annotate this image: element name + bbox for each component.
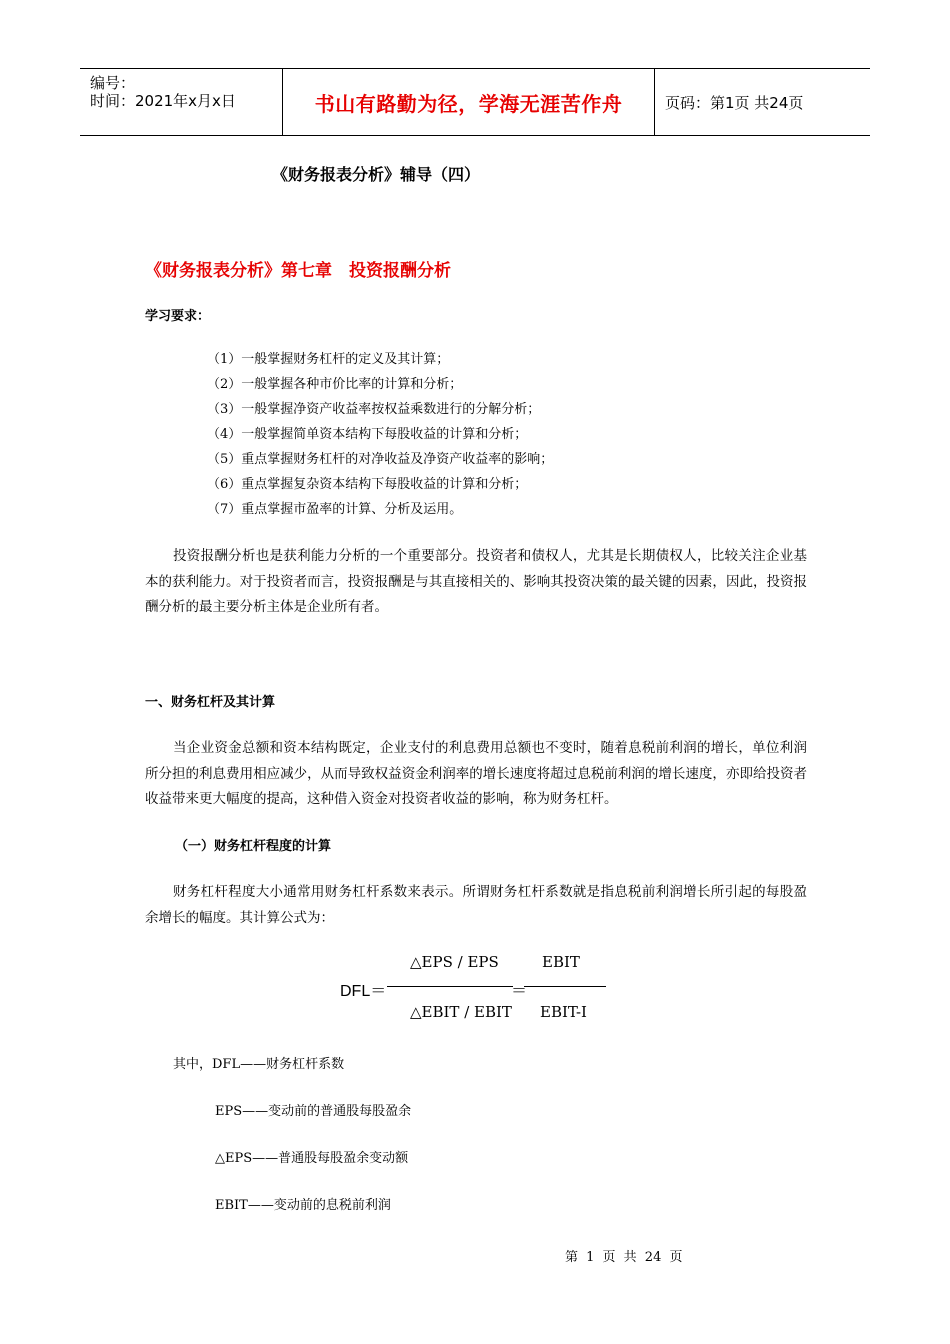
formula-denominator-2: EBIT-I: [540, 1003, 587, 1021]
dfl-formula: [330, 945, 630, 1030]
formula-lhs: DFL＝: [340, 983, 387, 1000]
list-item: （1）一般掌握财务杠杆的定义及其计算；: [207, 352, 450, 367]
chapter-heading: 《财务报表分析》第七章 投资报酬分析: [145, 261, 451, 281]
list-item: （4）一般掌握简单资本结构下每股收益的计算和分析；: [207, 427, 528, 442]
definition-item: △EPS——普通股每股盈余变动额: [215, 1151, 409, 1166]
fraction-bar: [524, 986, 606, 987]
list-item: （5）重点掌握财务杠杆的对净收益及净资产收益率的影响；: [207, 452, 554, 467]
section-heading: 一、财务杠杆及其计算: [145, 695, 276, 710]
formula-denominator-1: △EBIT / EBIT: [410, 1003, 512, 1021]
subsection-heading: （一）财务杠杆程度的计算: [175, 839, 332, 854]
list-item: （2）一般掌握各种市价比率的计算和分析；: [207, 377, 463, 392]
definition-item: EPS——变动前的普通股每股盈余: [215, 1104, 412, 1119]
subsection-paragraph: 财务杠杆程度大小通常用财务杠杆系数来表示。所谓财务杠杆系数就是指息税前利润增长所引起的每股盈余增长的幅度。其计算公式为：: [145, 884, 807, 926]
requirements-heading: 学习要求：: [145, 309, 211, 324]
formula-numerator-2: EBIT: [542, 953, 580, 971]
document-title: 《财务报表分析》辅导（四）: [272, 165, 481, 184]
formula-equals: ＝: [511, 981, 528, 1000]
list-item: （3）一般掌握净资产收益率按权益乘数进行的分解分析；: [207, 402, 541, 417]
requirements-list: [207, 350, 553, 525]
number-label: 编号：: [90, 74, 136, 92]
page-footer: 第 1 页 共 24 页: [565, 1250, 683, 1265]
time-label: 时间：2021年x月x日: [90, 92, 236, 110]
definition-item: EBIT——变动前的息税前利润: [215, 1198, 391, 1213]
header-info-cell: [80, 69, 282, 135]
fraction-bar: [387, 986, 513, 987]
header-motto-cell: [282, 69, 655, 135]
header-page-cell: [655, 69, 870, 135]
intro-paragraph: 投资报酬分析也是获利能力分析的一个重要部分。投资者和债权人，尤其是长期债权人，比较关注企业基本的获利能力。对于投资者而言，投资报酬是与其直接相关的、影响其投资决策的最关键的因素，因此，投资报酬分析的最主要分析主体是企业所有者。: [145, 548, 807, 615]
formula-numerator-1: △EPS / EPS: [410, 953, 499, 971]
motto: 书山有路勤为径，学海无涯苦作舟: [314, 91, 623, 116]
list-item: （6）重点掌握复杂资本结构下每股收益的计算和分析；: [207, 477, 528, 492]
list-item: （7）重点掌握市盈率的计算、分析及运用。: [207, 502, 463, 517]
where-line: 其中，DFL——财务杠杆系数: [173, 1057, 345, 1072]
page-header: [80, 68, 870, 136]
section-paragraph: 当企业资金总额和资本结构既定，企业支付的利息费用总额也不变时，随着息税前利润的增长，单位利润所分担的利息费用相应减少，从而导致权益资金利润率的增长速度将超过息税前利润的增长速度，亦即给投资者收益带来更大幅度的提高，这种借入资金对投资者收益的影响，称为财务杠杆。: [145, 740, 807, 807]
page-code: 页码：第1页 共24页: [665, 93, 804, 112]
